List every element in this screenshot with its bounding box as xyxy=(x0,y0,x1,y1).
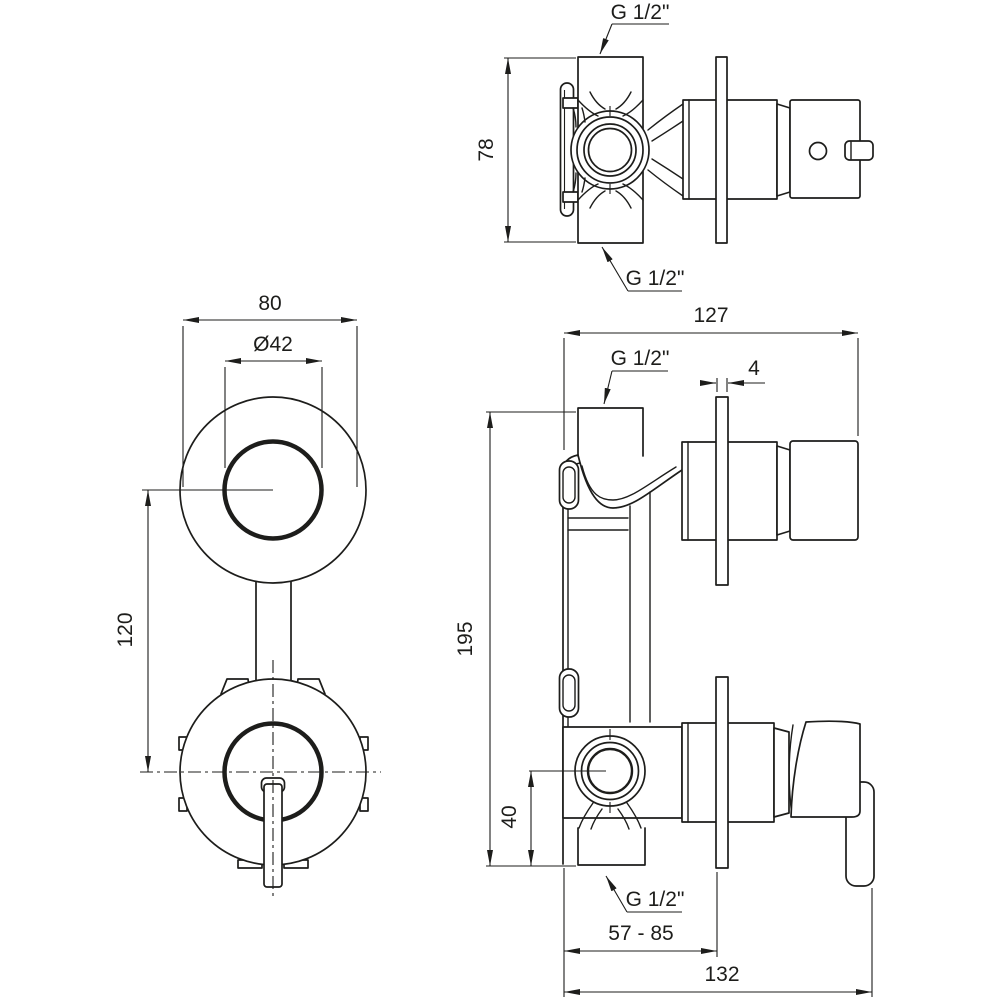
thread-bottom-label: G 1/2" xyxy=(625,267,685,290)
lower-trim-plate-side xyxy=(716,677,728,868)
waist-curve-outer xyxy=(578,455,682,508)
dim-195-label: 195 xyxy=(454,621,477,657)
dim-80-label: 80 xyxy=(258,292,282,315)
dimension-4 xyxy=(701,357,765,392)
dim-40-label: 40 xyxy=(498,805,521,829)
thread-side-bottom-label: G 1/2" xyxy=(625,888,685,911)
front-view xyxy=(114,292,381,899)
dimension-127 xyxy=(564,304,858,450)
strip-connector-bottom xyxy=(563,192,578,202)
thread-side-top-label: G 1/2" xyxy=(610,347,670,370)
thread-top-label: G 1/2" xyxy=(610,1,670,24)
top-view xyxy=(475,1,873,291)
strip-connector-top xyxy=(563,98,578,108)
diverter-knob-side xyxy=(790,441,858,540)
cartridge-housing xyxy=(683,100,777,199)
thread-label-top xyxy=(600,1,669,54)
side-view xyxy=(454,304,874,997)
upper-cartridge-housing xyxy=(682,442,777,540)
body-column-lines xyxy=(568,492,650,722)
valve-boss-ring xyxy=(577,117,643,183)
dimension-195 xyxy=(454,412,576,866)
upper-housing-step xyxy=(777,446,790,535)
dim-120-label: 120 xyxy=(114,612,137,648)
thread-label-side-bottom xyxy=(606,876,684,912)
dim-4-label: 4 xyxy=(748,357,760,380)
dim-132-label: 132 xyxy=(704,963,740,986)
inlet-pipe-top xyxy=(578,408,643,456)
thread-label-side-top xyxy=(604,347,669,404)
outlet-pipe-bottom xyxy=(578,828,645,865)
lever-base-side xyxy=(791,721,860,817)
dim-127-label: 127 xyxy=(693,304,729,327)
dim-42-label: Ø42 xyxy=(253,333,293,356)
dimension-120 xyxy=(114,490,148,772)
wall-plate-edge xyxy=(716,57,727,243)
thread-label-bottom xyxy=(602,247,684,291)
knob-clip xyxy=(845,141,873,160)
housing-step xyxy=(777,104,790,196)
dim-57-85-label: 57 - 85 xyxy=(608,922,674,945)
dim-78-label: 78 xyxy=(475,138,498,162)
lower-housing-step xyxy=(774,728,789,817)
upper-trim-plate-side xyxy=(716,397,728,585)
